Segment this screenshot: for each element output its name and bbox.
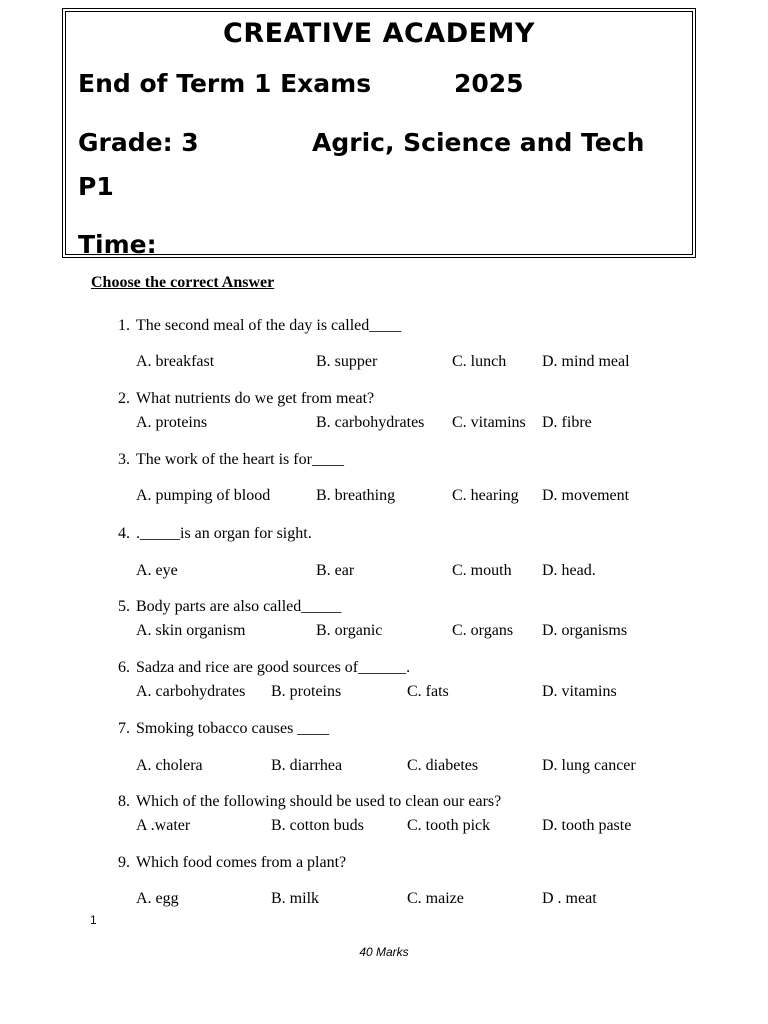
question-number: 4. <box>118 525 130 542</box>
option-a: A. breakfast <box>136 353 215 370</box>
option-a: A. skin organism <box>136 622 246 639</box>
question-text: Sadza and rice are good sources of______. <box>136 659 411 676</box>
question-text: Smoking tobacco causes ____ <box>136 720 330 737</box>
option-c: C. maize <box>407 890 464 907</box>
paper-label: P1 <box>78 172 114 201</box>
option-c: C. fats <box>407 683 449 700</box>
question-text: Which food comes from a plant? <box>136 854 347 871</box>
exam-header-box <box>62 8 696 258</box>
time-label: Time: <box>78 230 157 258</box>
option-b: B. carbohydrates <box>316 414 425 431</box>
instruction-heading: Choose the correct Answer <box>91 274 275 291</box>
question-text: Which of the following should be used to clean our ears? <box>136 793 502 810</box>
option-a: A. egg <box>136 890 179 907</box>
option-b: B. breathing <box>316 487 396 504</box>
option-a: A. carbohydrates <box>136 683 246 700</box>
question-number: 1. <box>118 317 130 334</box>
school-name: CREATIVE ACADEMY <box>223 18 535 49</box>
option-a: A. pumping of blood <box>136 487 271 504</box>
option-d: D. tooth paste <box>542 817 632 834</box>
question-number: 6. <box>118 659 130 676</box>
option-a: A. eye <box>136 562 178 579</box>
option-c: C. lunch <box>452 353 507 370</box>
total-marks: 40 Marks <box>359 945 409 959</box>
option-c: C. hearing <box>452 487 519 504</box>
question-number: 7. <box>118 720 130 737</box>
option-b: B. milk <box>271 890 320 907</box>
question-number: 3. <box>118 451 130 468</box>
question-text: The work of the heart is for____ <box>136 451 344 468</box>
option-c: C. vitamins <box>452 414 526 431</box>
option-d: D. lung cancer <box>542 757 636 774</box>
question-number: 9. <box>118 854 130 871</box>
exam-title: End of Term 1 Exams <box>78 69 372 98</box>
question-text: The second meal of the day is called____ <box>136 317 402 334</box>
option-a: A. cholera <box>136 757 203 774</box>
option-a: A .water <box>136 817 191 834</box>
question-text: ._____is an organ for sight. <box>136 525 312 542</box>
question-text: Body parts are also called_____ <box>136 598 342 615</box>
question-number: 8. <box>118 793 130 810</box>
option-b: B. ear <box>316 562 355 579</box>
page-number: 1 <box>90 913 97 927</box>
option-c: C. mouth <box>452 562 512 579</box>
option-a: A. proteins <box>136 414 208 431</box>
option-d: D. vitamins <box>542 683 617 700</box>
option-d: D. fibre <box>542 414 592 431</box>
question-number: 2. <box>118 390 130 407</box>
option-c: C. diabetes <box>407 757 479 774</box>
grade-label: Grade: 3 <box>78 128 199 157</box>
option-c: C. tooth pick <box>407 817 491 834</box>
option-b: B. supper <box>316 353 378 370</box>
question-number: 5. <box>118 598 130 615</box>
subject-label: Agric, Science and Tech <box>312 128 645 157</box>
option-d: D. mind meal <box>542 353 630 370</box>
option-c: C. organs <box>452 622 514 639</box>
option-b: B. organic <box>316 622 383 639</box>
option-d: D. head. <box>542 562 596 579</box>
option-d: D . meat <box>542 890 597 907</box>
exam-year: 2025 <box>454 69 524 98</box>
option-b: B. cotton buds <box>271 817 364 834</box>
option-b: B. diarrhea <box>271 757 343 774</box>
option-d: D. organisms <box>542 622 628 639</box>
option-b: B. proteins <box>271 683 342 700</box>
option-d: D. movement <box>542 487 630 504</box>
question-text: What nutrients do we get from meat? <box>136 390 375 407</box>
